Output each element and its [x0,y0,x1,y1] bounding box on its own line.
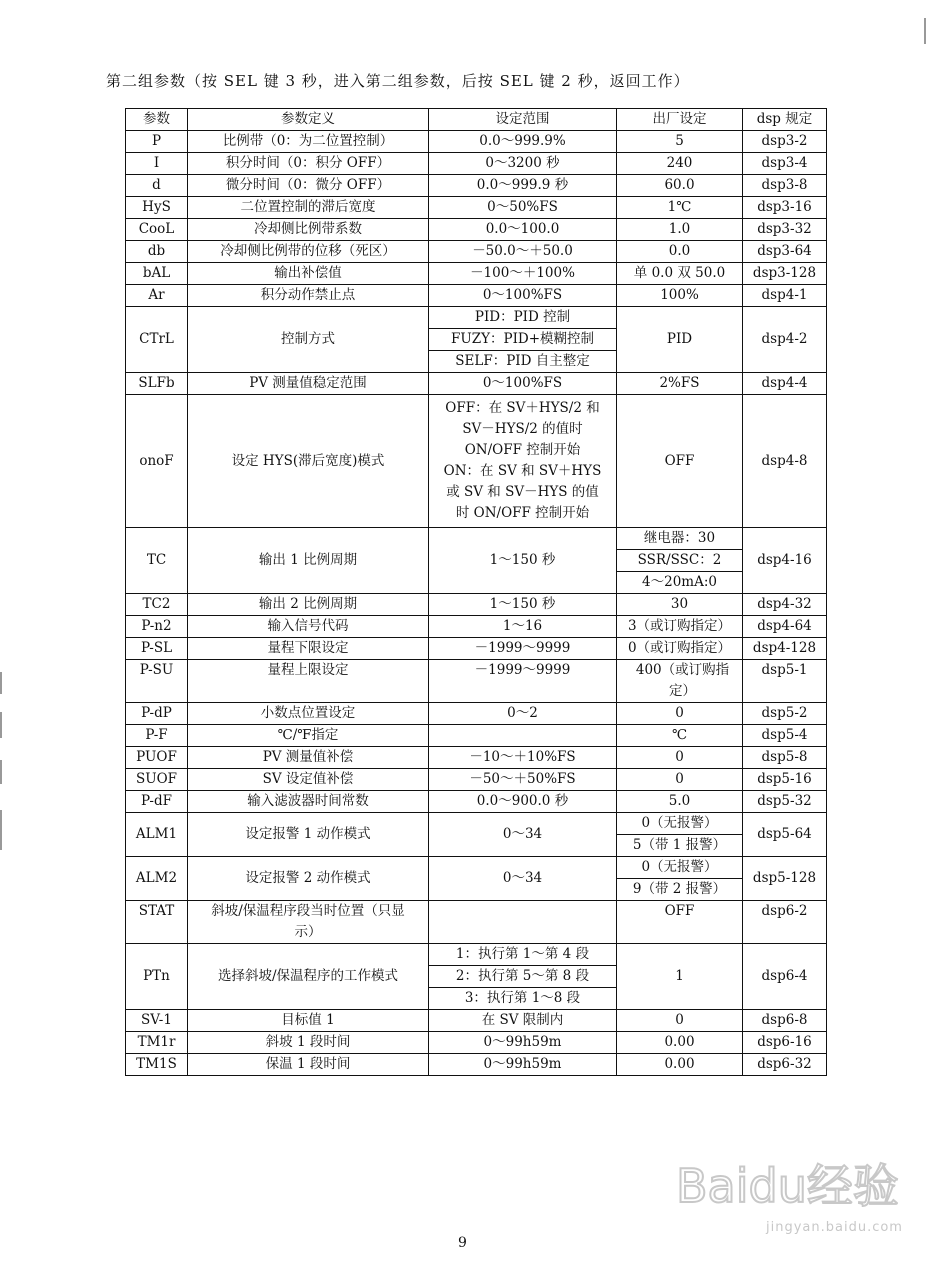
cell-param: P-dF [126,791,188,813]
cell-factory [617,660,743,703]
cell-range: 0～99h59m [429,1032,617,1054]
factory-option: 4～20mA:0 [617,571,742,593]
factory-option: 继电器：30 [643,530,716,546]
table-row [126,1054,827,1076]
cell-factory: 0 [617,747,743,769]
cell-range [429,725,617,747]
definition-line: 示） [294,924,322,940]
cell-dsp: dsp3-64 [743,241,827,263]
range-option: PID：PID 控制 [474,309,571,325]
cell-factory: 1℃ [617,197,743,219]
cell-range: 0～2 [429,703,617,725]
cell-factory: 0（或订购指定） [617,638,743,660]
range-line: OFF：在 SV＋HYS/2 和 [445,400,600,416]
table-row [126,725,827,747]
cell-definition: 目标值 1 [188,1010,429,1032]
cell-range: 0～99h59m [429,1054,617,1076]
cell-range: 0～50%FS [429,197,617,219]
factory-option: SSR/SSC：2 [617,549,742,571]
table-row [126,131,827,153]
table-row [126,813,827,857]
cell-factory: 0.00 [617,1032,743,1054]
cell-param: TC [126,528,188,594]
cell-factory [617,857,743,901]
table-row [126,944,827,1010]
cell-param: I [126,153,188,175]
cell-definition: 微分时间（0：微分 OFF） [188,175,429,197]
table-row [126,219,827,241]
cell-factory: 3（或订购指定） [617,616,743,638]
cell-dsp: dsp4-64 [743,616,827,638]
range-option: 2：执行第 5～第 8 段 [429,965,616,987]
cell-definition: 斜坡 1 段时间 [188,1032,429,1054]
table-row [126,175,827,197]
cell-range: －1999～9999 [429,660,617,703]
table-row [126,197,827,219]
factory-option: 0（无报警） [641,859,718,875]
table-row [126,791,827,813]
range-line: SV－HYS/2 的值时 [462,421,583,437]
cell-definition: 设定报警 2 动作模式 [188,857,429,901]
parameter-table [125,108,827,1076]
cell-dsp: dsp6-2 [743,901,827,944]
cell-param: TM1r [126,1032,188,1054]
cell-range: －50～＋50%FS [429,769,617,791]
cell-definition: 选择斜坡/保温程序的工作模式 [188,944,429,1010]
cell-factory: 0 [617,703,743,725]
scan-edge-mark [0,760,2,784]
cell-dsp: dsp3-32 [743,219,827,241]
table-row [126,153,827,175]
cell-param: P-F [126,725,188,747]
watermark-brand: Baidu经验 [676,1159,899,1213]
cell-factory: ℃ [617,725,743,747]
cell-param: P-dP [126,703,188,725]
cell-dsp: dsp3-4 [743,153,827,175]
cell-dsp: dsp5-16 [743,769,827,791]
range-line: ON：在 SV 和 SV＋HYS [443,463,602,479]
cell-definition: 输出 2 比例周期 [188,594,429,616]
cell-range [429,944,617,1010]
cell-param: CooL [126,219,188,241]
cell-range: 0～100%FS [429,285,617,307]
table-row [126,241,827,263]
header-range: 设定范围 [429,109,617,131]
cell-definition: PV 测量值补偿 [188,747,429,769]
cell-factory: 单 0.0 双 50.0 [617,263,743,285]
cell-factory: 30 [617,594,743,616]
cell-definition: 冷却侧比例带系数 [188,219,429,241]
table-row [126,528,827,594]
watermark-url: jingyan.baidu.com [766,1220,903,1235]
cell-dsp: dsp3-2 [743,131,827,153]
range-option: 3：执行第 1～8 段 [429,987,616,1009]
factory-line: 定） [669,683,696,699]
cell-definition: 积分动作禁止点 [188,285,429,307]
cell-param: P-n2 [126,616,188,638]
cell-range: 0.0～999.9% [429,131,617,153]
cell-dsp: dsp5-8 [743,747,827,769]
cell-range: 0.0～999.9 秒 [429,175,617,197]
cell-dsp: dsp5-4 [743,725,827,747]
cell-range: 0.0～100.0 [429,219,617,241]
cell-dsp: dsp6-8 [743,1010,827,1032]
cell-param: bAL [126,263,188,285]
range-line: 或 SV 和 SV－HYS 的值 [446,484,599,500]
cell-factory: OFF [617,395,743,528]
cell-definition: 设定报警 1 动作模式 [188,813,429,857]
cell-range [429,395,617,528]
cell-factory [617,528,743,594]
range-line: 时 ON/OFF 控制开始 [455,505,590,521]
cell-factory: 5.0 [617,791,743,813]
header-factory: 出厂设定 [617,109,743,131]
cell-factory: 1.0 [617,219,743,241]
table-row [126,263,827,285]
cell-param: CTrL [126,307,188,373]
table-row [126,703,827,725]
table-row [126,747,827,769]
cell-range: －50.0～＋50.0 [429,241,617,263]
table-row [126,395,827,528]
cell-factory: 0.00 [617,1054,743,1076]
cell-range: 1～150 秒 [429,528,617,594]
factory-line: 400（或订购指 [635,662,730,678]
cell-range: 0.0～900.0 秒 [429,791,617,813]
cell-factory: 2%FS [617,373,743,395]
cell-definition: 输出补偿值 [188,263,429,285]
table-row [126,307,827,373]
cell-dsp: dsp5-1 [743,660,827,703]
page-number: 9 [458,1235,467,1251]
scan-edge-mark [0,672,2,694]
cell-dsp: dsp4-4 [743,373,827,395]
table-row [126,285,827,307]
cell-dsp: dsp6-16 [743,1032,827,1054]
cell-factory [617,813,743,857]
range-option: 1：执行第 1～第 4 段 [455,946,590,962]
cell-definition: 积分时间（0：积分 OFF） [188,153,429,175]
cell-definition [188,901,429,944]
cell-factory: 1 [617,944,743,1010]
cell-param: PUOF [126,747,188,769]
table-row [126,769,827,791]
cell-factory: 240 [617,153,743,175]
cell-param: SV-1 [126,1010,188,1032]
cell-dsp: dsp6-4 [743,944,827,1010]
cell-range: 0～34 [429,857,617,901]
cell-param: SLFb [126,373,188,395]
factory-option: 9（带 2 报警） [617,878,742,900]
cell-definition: ℃/℉指定 [188,725,429,747]
cell-dsp: dsp4-8 [743,395,827,528]
cell-param: ALM1 [126,813,188,857]
table-row [126,594,827,616]
section-heading: 第二组参数（按 SEL 键 3 秒，进入第二组参数，后按 SEL 键 2 秒，返回工作） [106,72,690,90]
header-dsp: dsp 规定 [743,109,827,131]
cell-param: SUOF [126,769,188,791]
cell-range [429,307,617,373]
cell-dsp: dsp4-16 [743,528,827,594]
cell-param: HyS [126,197,188,219]
cell-factory: 60.0 [617,175,743,197]
table-row [126,1010,827,1032]
cell-dsp: dsp4-32 [743,594,827,616]
cell-definition: PV 测量值稳定范围 [188,373,429,395]
cell-factory: PID [617,307,743,373]
table-header-row [126,109,827,131]
cell-definition: 输入滤波器时间常数 [188,791,429,813]
cell-param: ALM2 [126,857,188,901]
cell-dsp: dsp5-64 [743,813,827,857]
cell-param: PTn [126,944,188,1010]
cell-range: 1～16 [429,616,617,638]
cell-factory: 0 [617,769,743,791]
cell-range [429,901,617,944]
cell-param: STAT [126,901,188,944]
cell-range: －1999～9999 [429,638,617,660]
cell-definition: 小数点位置设定 [188,703,429,725]
header-definition: 参数定义 [188,109,429,131]
factory-option: 5（带 1 报警） [617,834,742,856]
cell-definition: 冷却侧比例带的位移（死区） [188,241,429,263]
cell-range: 0～100%FS [429,373,617,395]
cell-param: db [126,241,188,263]
cell-param: onoF [126,395,188,528]
cell-definition: 保温 1 段时间 [188,1054,429,1076]
cell-dsp: dsp5-32 [743,791,827,813]
range-option: SELF：PID 自主整定 [429,350,616,372]
cell-dsp: dsp5-2 [743,703,827,725]
cell-dsp: dsp5-128 [743,857,827,901]
cell-range: 在 SV 限制内 [429,1010,617,1032]
cell-dsp: dsp3-8 [743,175,827,197]
scan-edge-mark [0,712,2,738]
range-line: ON/OFF 控制开始 [464,442,581,458]
table-row [126,1032,827,1054]
factory-option: 0（无报警） [641,815,718,831]
cell-factory: 0.0 [617,241,743,263]
table-row [126,638,827,660]
cell-factory: 0 [617,1010,743,1032]
scan-edge-mark [0,810,2,850]
cell-definition: 控制方式 [188,307,429,373]
cell-range: －100～＋100% [429,263,617,285]
cell-dsp: dsp4-2 [743,307,827,373]
cell-definition: 输出 1 比例周期 [188,528,429,594]
cell-param: Ar [126,285,188,307]
table-row [126,660,827,703]
table-row [126,857,827,901]
table-row [126,901,827,944]
cell-range: －10～＋10%FS [429,747,617,769]
cell-param: TM1S [126,1054,188,1076]
cell-dsp: dsp4-128 [743,638,827,660]
cell-definition: 比例带（0：为二位置控制） [188,131,429,153]
cell-definition: 输入信号代码 [188,616,429,638]
cell-dsp: dsp6-32 [743,1054,827,1076]
cell-definition: 设定 HYS(滞后宽度)模式 [188,395,429,528]
cell-dsp: dsp3-16 [743,197,827,219]
cell-param: P-SL [126,638,188,660]
table-row [126,373,827,395]
cell-definition: 量程下限设定 [188,638,429,660]
cell-range: 0～3200 秒 [429,153,617,175]
cell-definition: 二位置控制的滞后宽度 [188,197,429,219]
scan-edge-mark [924,18,926,44]
header-param: 参数 [126,109,188,131]
range-option: FUZY：PID+模糊控制 [429,328,616,350]
cell-factory: 100% [617,285,743,307]
definition-line: 斜坡/保温程序段当时位置（只显 [211,903,405,919]
cell-range: 0～34 [429,813,617,857]
cell-range: 1～150 秒 [429,594,617,616]
cell-factory: OFF [617,901,743,944]
cell-factory: 5 [617,131,743,153]
cell-definition: 量程上限设定 [188,660,429,703]
cell-definition: SV 设定值补偿 [188,769,429,791]
cell-param: P-SU [126,660,188,703]
cell-dsp: dsp3-128 [743,263,827,285]
cell-dsp: dsp4-1 [743,285,827,307]
cell-param: P [126,131,188,153]
cell-param: TC2 [126,594,188,616]
cell-param: d [126,175,188,197]
table-row [126,616,827,638]
